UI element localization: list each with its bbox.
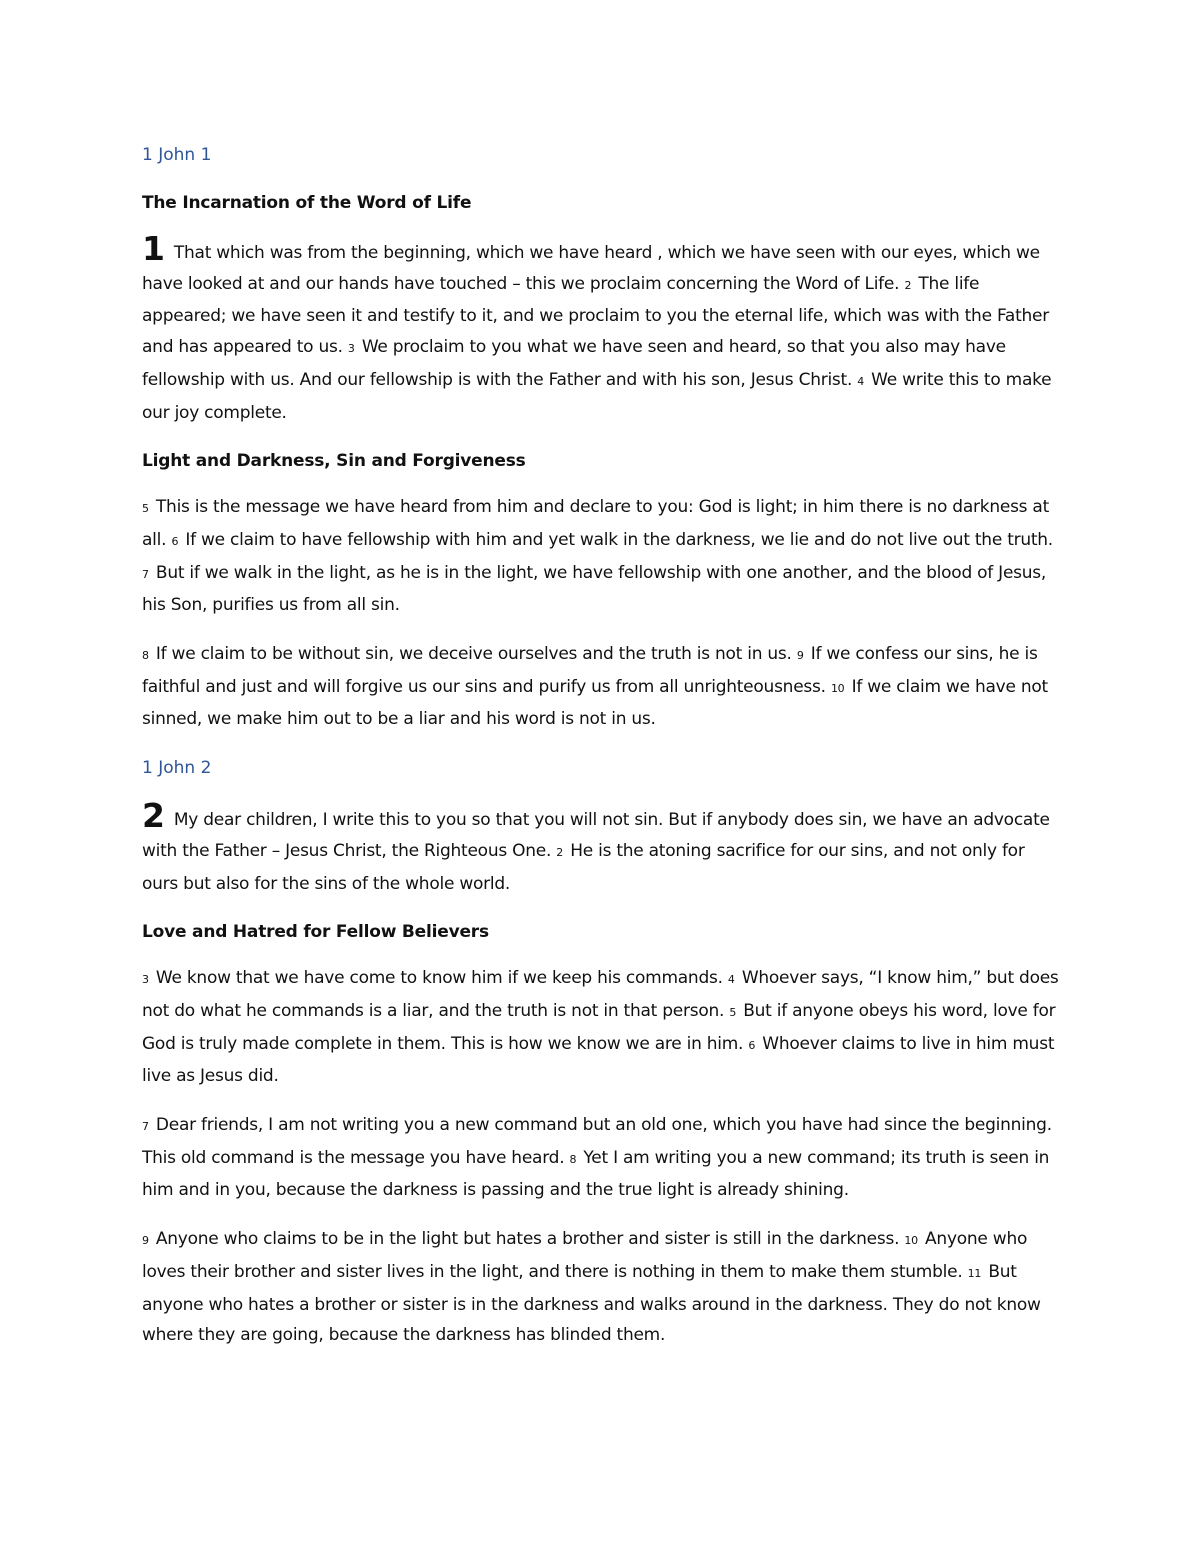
verse-8-text: Yet I am writing you a new command; its truth is seen in him and in you, because the darkness is passing and the true light is already shining.: [142, 1147, 1050, 1201]
verse-8-text: If we claim to be without sin, we deceive ourselves and the truth is not in us.: [155, 644, 792, 665]
verse-number: 3: [142, 973, 149, 987]
verse-number: 11: [967, 1266, 982, 1280]
verse-1-text: That which was from the beginning, which we have heard , which we have seen with our eyes, which we have looked at and our hands have touched – this we proclaim concerning the Word of Life.: [142, 243, 1040, 294]
verse-7-text: But if we walk in the light, as he is in the light, we have fellowship with one another, and the blood of Jesus, his Son, purifies us from all sin.: [142, 562, 1047, 616]
verse-5-text: This is the message we have heard from him and declare to you: God is light; in him there is no darkness at all.: [142, 497, 1050, 550]
verse-10-text: If we claim we have not sinned, we make him out to be a liar and his word is not in us.: [142, 676, 1048, 730]
verse-7-text: Dear friends, I am not writing you a new command but an old one, which you have had since the beginning. This old command is the message you have heard.: [142, 1115, 1052, 1168]
verse-10-text: Anyone who loves their brother and sister lives in the light, and there is nothing in them to make them stumble.: [142, 1229, 1028, 1282]
verse-number: 4: [857, 374, 865, 388]
verse-number: 5: [142, 502, 149, 516]
verse-number: 8: [142, 649, 149, 663]
verse-9-text: If we confess our sins, he is faithful and just and will forgive us our sins and purify us from all unrighteousness.: [142, 644, 1038, 697]
verse-9-text: Anyone who claims to be in the light but hates a brother and sister is still in the darkness.: [155, 1229, 900, 1250]
heading-love-hatred: Love and Hatred for Fellow Believers: [142, 922, 489, 943]
verse-number: 8: [569, 1152, 577, 1166]
chapter-1-reference: 1 John 1: [142, 145, 212, 165]
chapter-number-1: 1: [142, 229, 165, 268]
verse-1-text: My dear children, I write this to you so that you will not sin. But if anybody does sin, we have an advocate with the Father – Jesus Christ, the Righteous One.: [142, 810, 1050, 861]
verse-number: 7: [142, 567, 149, 581]
paragraph-1-3: [142, 639, 1062, 735]
heading-incarnation: The Incarnation of the Word of Life: [142, 193, 472, 213]
paragraph-2-3: [142, 1110, 1062, 1206]
chapter-2-reference: 1 John 2: [142, 758, 212, 779]
verse-number: 9: [796, 649, 804, 663]
verse-number: 2: [904, 278, 912, 292]
verse-3-text: We proclaim to you what we have seen and heard, so that you also may have fellowship with us. And our fellowship is with the Father and with his son, Jesus Christ.: [142, 337, 1006, 390]
verse-2-text: The life appeared; we have seen it and testify to it, and we proclaim to you the eternal life, which was with the Father and has appeared to us.: [142, 273, 1049, 358]
verse-number: 7: [142, 1120, 149, 1134]
verse-number: 10: [830, 681, 845, 695]
verse-11-text: But anyone who hates a brother or sister is in the darkness and walks around in the darkness. They do not know where they are going, because the darkness has blinded them.: [142, 1261, 1041, 1346]
verse-2-text: He is the atoning sacrifice for our sins, and not only for ours but also for the sins of the whole world.: [142, 840, 1025, 894]
heading-light-darkness: Light and Darkness, Sin and Forgiveness: [142, 451, 526, 472]
paragraph-1-1: [142, 229, 1062, 428]
verse-number: 4: [727, 973, 735, 987]
verse-3-text: We know that we have come to know him if we keep his commands.: [155, 968, 723, 989]
verse-number: 3: [347, 342, 355, 356]
verse-number: 5: [729, 1005, 737, 1019]
paragraph-2-4: [142, 1224, 1062, 1351]
paragraph-2-2: [142, 963, 1062, 1092]
verse-number: 6: [748, 1038, 756, 1052]
document-page: [142, 140, 1062, 1369]
verse-number: 2: [556, 845, 564, 859]
verse-6-text: If we claim to have fellowship with him and yet walk in the darkness, we lie and do not live out the truth.: [185, 529, 1053, 550]
verse-6-text: Whoever claims to live in him must live as Jesus did.: [142, 1033, 1055, 1087]
chapter-number-2: 2: [142, 796, 165, 836]
verse-5-text: But if anyone obeys his word, love for God is truly made complete in them. This is how we know we are in him.: [142, 1000, 1056, 1054]
verse-4-text: We write this to make our joy complete.: [142, 369, 1052, 423]
verse-4-text: Whoever says, “I know him,” but does not do what he commands is a liar, and the truth is not in that person.: [142, 968, 1059, 1021]
verse-number: 10: [904, 1234, 918, 1248]
paragraph-1-2: [142, 492, 1062, 621]
verse-number: 6: [171, 534, 179, 548]
verse-number: 9: [142, 1234, 149, 1248]
paragraph-2-1: [142, 796, 1062, 899]
